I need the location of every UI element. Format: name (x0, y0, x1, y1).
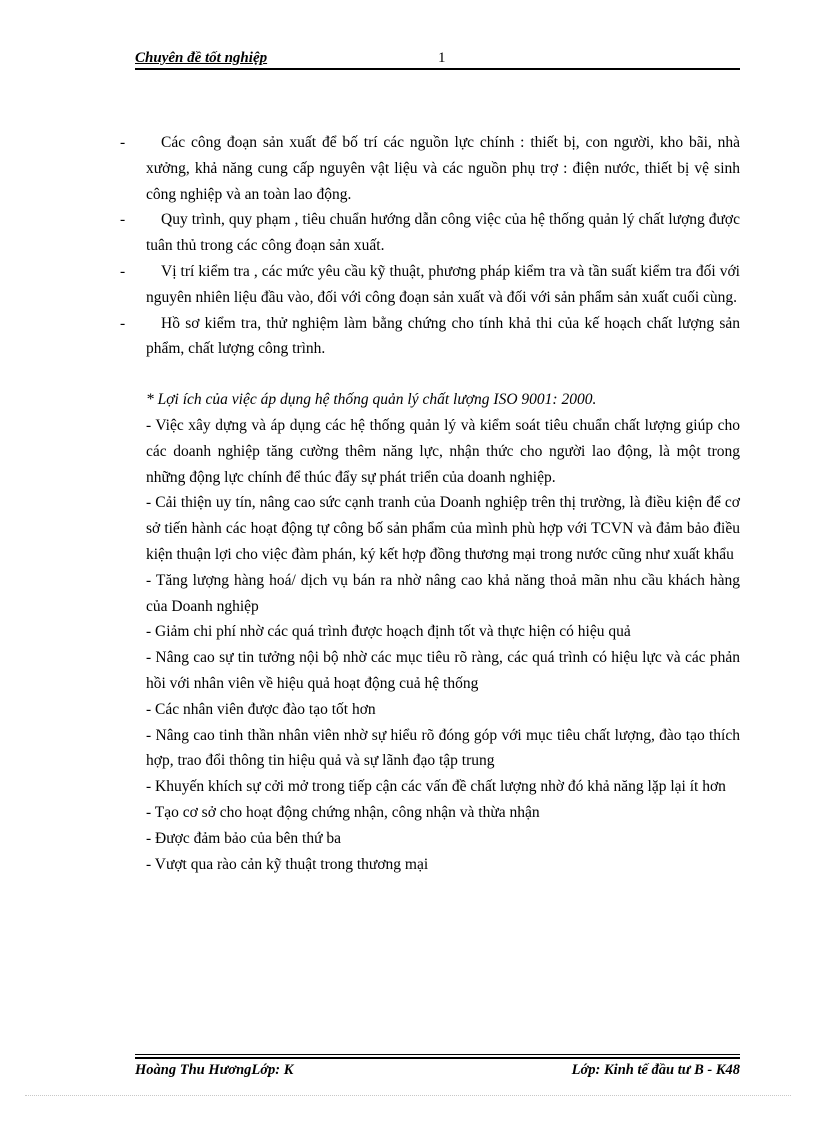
footer-rule-thin (135, 1054, 740, 1055)
section-heading: * Lợi ích của việc áp dụng hệ thống quản lý chất lượng ISO 9001: 2000. (146, 391, 597, 409)
page-body (120, 130, 740, 877)
bullet-item (120, 130, 740, 207)
bullet-item (120, 207, 740, 259)
footer-author: Hoàng Thu HươngLớp: K (135, 1062, 294, 1078)
bullet-dash: - (120, 314, 126, 332)
bullet-dash: - (120, 134, 126, 151)
page-header (135, 50, 740, 68)
page-bottom-dotted-line (25, 1095, 791, 1096)
paragraph: - Nâng cao sự tin tưởng nội bộ nhờ các mục tiêu rõ ràng, các quá trình có hiệu lực và các phản hồi với nhân viên về hiệu quả hoạt động cuả hệ thống (146, 649, 740, 692)
bullet-dash: - (120, 262, 126, 280)
bullet-text: Hồ sơ kiểm tra, thử nghiệm làm bằng chứng cho tính khả thi của kế hoạch chất lượng sản phẩm, chất lượng công trình. (146, 314, 740, 358)
paragraph: - Nâng cao tinh thần nhân viên nhờ sự hiểu rõ đóng góp với mục tiêu chất lượng, đào tạo thích hợp, trao đổi thông tin hiệu quả và sự lãnh đạo tập trung (146, 726, 740, 770)
paragraph: - Tạo cơ sở cho hoạt động chứng nhận, công nhận và thừa nhận (146, 803, 540, 821)
paragraph: - Khuyến khích sự cởi mở trong tiếp cận các vấn đề chất lượng nhờ đó khả năng lặp lại ít hơn (146, 778, 726, 796)
header-rule (135, 68, 740, 70)
paragraph: - Các nhân viên được đào tạo tốt hơn (146, 700, 376, 718)
bullet-dash: - (120, 211, 126, 229)
paragraph: - Cải thiện uy tín, nâng cao sức cạnh tranh của Doanh nghiệp trên thị trường, là điều kiện để cơ sở tiến hành các hoạt động tự công bố sản phẩm của mình phù hợp với TCVN và đảm bảo điều kiện thuận lợi cho việc đàm phán, ký kết hợp đồng thương mại trong nước cũng như xuất khẩu (146, 494, 740, 563)
footer-class: Lớp: Kinh tế đầu tư B - K48 (571, 1062, 740, 1078)
bullet-item (120, 311, 740, 363)
footer-rule-thick (135, 1057, 740, 1059)
bullet-text: Các công đoạn sản xuất để bố trí các nguồn lực chính : thiết bị, con người, kho bãi, nhà xưởng, khả năng cung cấp nguyên vật liệu và các nguồn phụ trợ : điện nước, thiết bị vệ sinh công nghiệp và an toàn lao động. (146, 134, 740, 203)
paragraph: - Tăng lượng hàng hoá/ dịch vụ bán ra nhờ nâng cao khả năng thoả mãn nhu cầu khách hàng của Doanh nghiệp (146, 571, 740, 615)
page-footer (135, 1062, 740, 1082)
bullet-text: Vị trí kiểm tra , các mức yêu cầu kỹ thuật, phương pháp kiểm tra và tần suất kiểm tra đối với nguyên nhiên liệu đầu vào, đối với công đoạn sản xuất và đối với sản phẩm sản xuất cuối cùng. (146, 262, 740, 306)
paragraph: - Vượt qua rào cản kỹ thuật trong thương mại (146, 855, 429, 873)
paragraph: - Giảm chi phí nhờ các quá trình được hoạch định tốt và thực hiện có hiệu quả (146, 623, 631, 641)
document-title: Chuyên đề tốt nghiệp (135, 50, 268, 66)
paragraph: - Được đảm bảo của bên thứ ba (146, 829, 341, 847)
bullet-text: Quy trình, quy phạm , tiêu chuẩn hướng dẫn công việc của hệ thống quản lý chất lượng được tuân thủ trong các công đoạn sản xuất. (146, 211, 740, 255)
page-number: 1 (438, 50, 446, 66)
bullet-item (120, 259, 740, 311)
paragraph: - Việc xây dựng và áp dụng các hệ thống quản lý và kiểm soát tiêu chuẩn chất lượng giúp cho các doanh nghiệp tăng cường thêm năng lực, nhận thức cho người lao động, là một trong những động lực chính để thúc đẩy sự phát triển của doanh nghiệp. (146, 416, 740, 486)
